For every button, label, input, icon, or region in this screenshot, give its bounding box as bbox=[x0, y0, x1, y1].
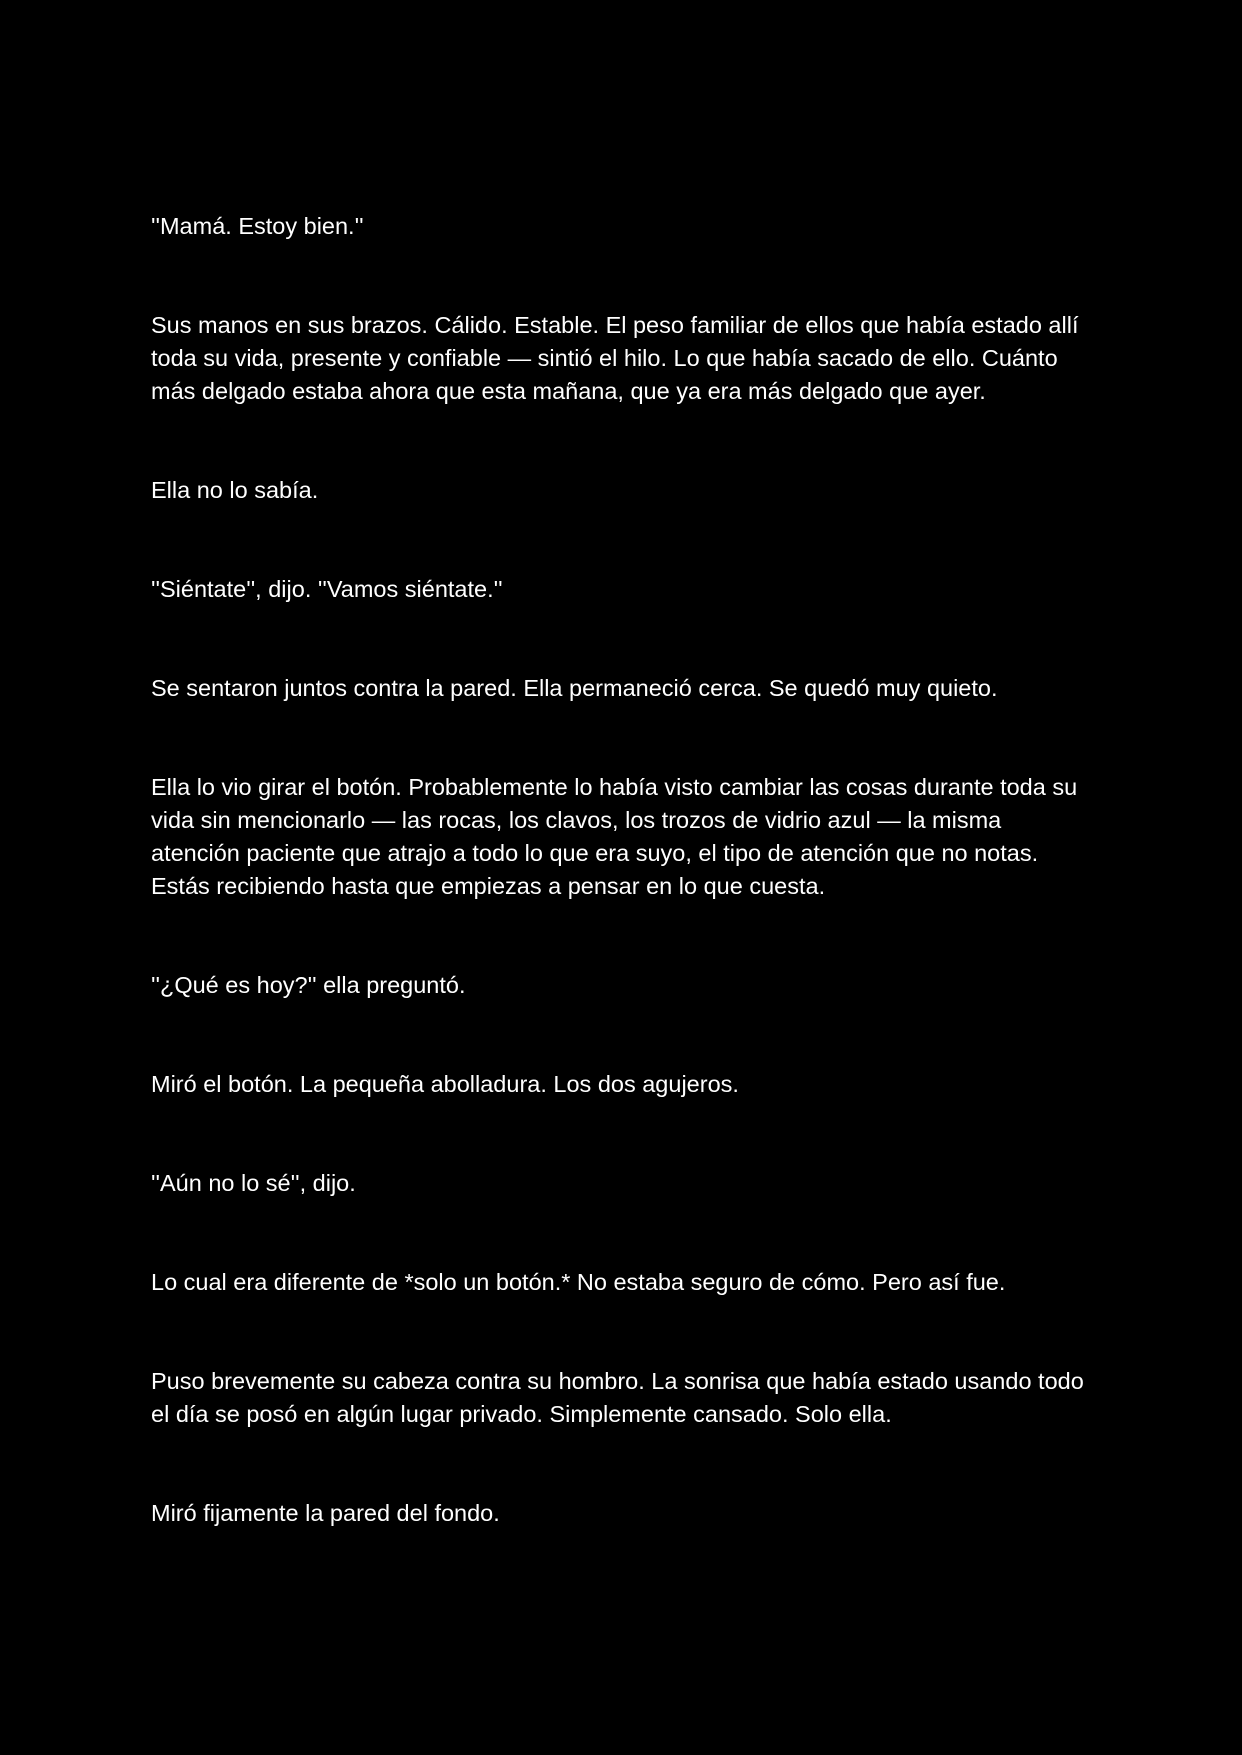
paragraph: ''¿Qué es hoy?'' ella preguntó. bbox=[151, 972, 466, 998]
paragraph: Miró el botón. La pequeña abolladura. Los dos agujeros. bbox=[151, 1071, 739, 1097]
paragraph: Lo cual era diferente de *solo un botón.* No estaba seguro de cómo. Pero así fue. bbox=[151, 1269, 1006, 1295]
paragraph: Ella lo vio girar el botón. Probablemente lo había visto cambiar las cosas durante toda su vida sin mencionarlo — las rocas, los clavos, los trozos de vidrio azul — la misma atención paciente que atrajo a todo lo que era suyo, el tipo de atención que no notas. Estás recibiendo hasta que empiezas a pensar en lo que cuesta. bbox=[151, 774, 1078, 899]
paragraph: Sus manos en sus brazos. Cálido. Estable. El peso familiar de ellos que había estado allí toda su vida, presente y confiable — sintió el hilo. Lo que había sacado de ello. Cuánto más delgado estaba ahora que esta mañana, que ya era más delgado que ayer. bbox=[151, 312, 1079, 404]
paragraph: Se sentaron juntos contra la pared. Ella permaneció cerca. Se quedó muy quieto. bbox=[151, 675, 998, 701]
paragraph: ''Aún no lo sé'', dijo. bbox=[151, 1170, 356, 1196]
paragraph: ''Siéntate'', dijo. ''Vamos siéntate.'' bbox=[151, 576, 503, 602]
paragraph: ''Mamá. Estoy bien.'' bbox=[151, 213, 364, 239]
story-text bbox=[151, 210, 1091, 1596]
paragraph: Miró fijamente la pared del fondo. bbox=[151, 1500, 500, 1526]
paragraph: Puso brevemente su cabeza contra su hombro. La sonrisa que había estado usando todo el día se posó en algún lugar privado. Simplemente cansado. Solo ella. bbox=[151, 1368, 1084, 1427]
paragraph: Ella no lo sabía. bbox=[151, 477, 319, 503]
